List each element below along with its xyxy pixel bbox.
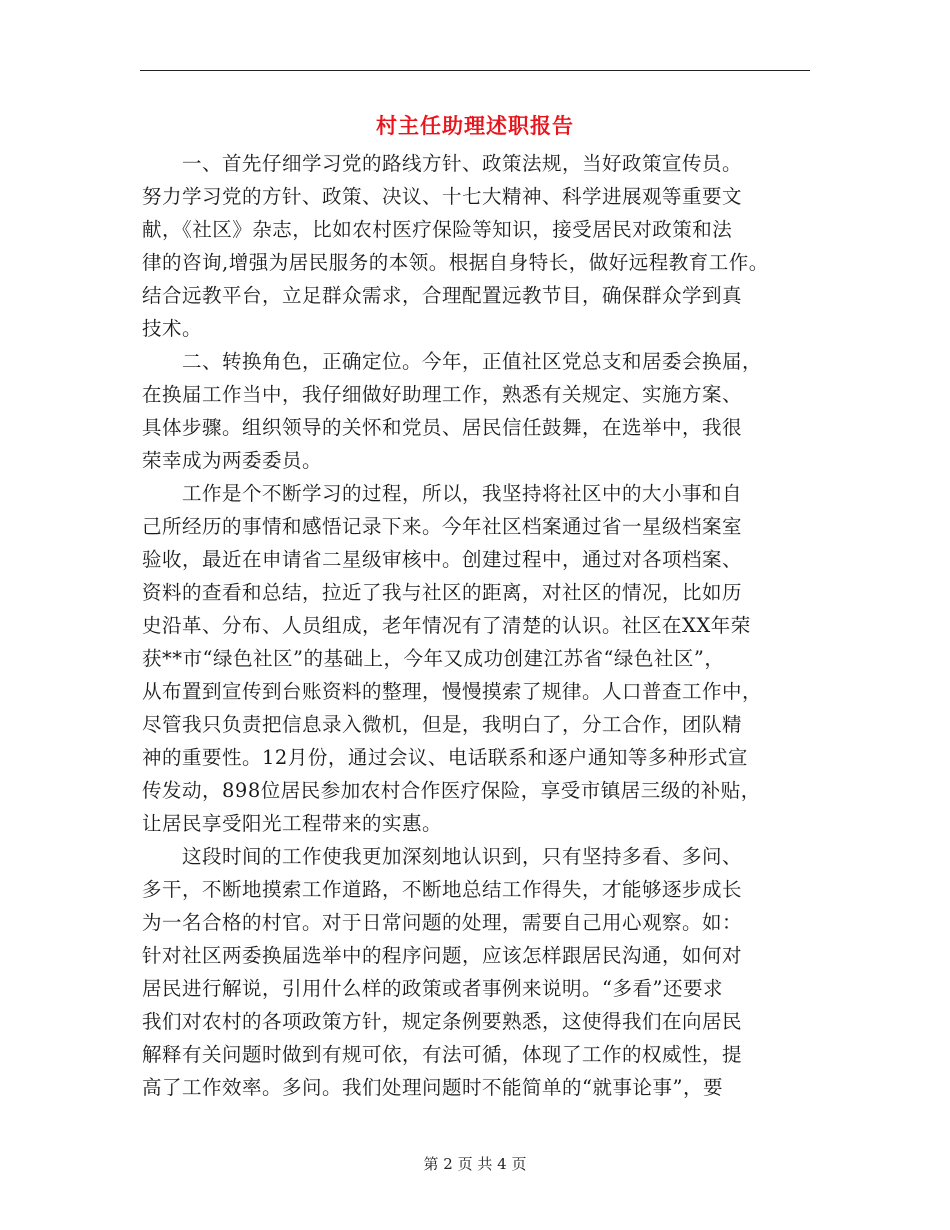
body-line: 努力学习党的方针、政策、决议、十七大精神、科学进展观等重要文 [142,185,743,208]
body-line: 资料的查看和总结，拉近了我与社区的距离，对社区的情况，比如历 [142,581,743,604]
body-line: 获**市“绿色社区”的基础上，今年又成功创建江苏省“绿色社区”， [142,647,725,670]
body-line: 解释有关问题时做到有规可依，有法可循，体现了工作的权威性，提 [142,1043,743,1066]
body-line: 让居民享受阳光工程带来的实惠。 [142,812,443,835]
body-line: 在换届工作当中，我仔细做好助理工作，熟悉有关规定、实施方案、 [142,383,743,406]
document-title: 村主任助理述职报告 [376,114,574,138]
body-line: 针对社区两委换届选举中的程序问题，应该怎样跟居民沟通，如何对 [142,944,743,967]
page-number-footer: 第 2 页 共 4 页 [423,1155,527,1173]
body-line: 具体步骤。组织领导的关怀和党员、居民信任鼓舞，在选举中，我很 [142,416,743,439]
body-line: 居民进行解说，引用什么样的政策或者事例来说明。“多看”还要求 [142,977,723,1000]
body-line: 传发动，898位居民参加农村合作医疗保险，享受市镇居三级的补贴， [142,779,761,802]
body-line: 尽管我只负责把信息录入微机，但是，我明白了，分工合作，团队精 [142,713,743,736]
body-line: 神的重要性。12月份，通过会议、电话联系和逐户通知等多种形式宣 [142,746,748,769]
body-line: 史沿革、分布、人员组成，老年情况有了清楚的认识。社区在XX年荣 [142,614,751,637]
body-line: 技术。 [142,317,203,340]
body-line: 为一名合格的村官。对于日常问题的处理，需要自己用心观察。如： [142,911,743,934]
body-line: 一、首先仔细学习党的路线方针、政策法规，当好政策宣传员。 [142,152,743,175]
body-line: 从布置到宣传到台账资料的整理，慢慢摸索了规律。人口普查工作中， [142,680,763,703]
header-rule [140,70,810,71]
body-line: 高了工作效率。多问。我们处理问题时不能简单的“就事论事”，要 [142,1076,723,1099]
document-body [142,147,822,1104]
body-line: 工作是个不断学习的过程，所以，我坚持将社区中的大小事和自 [142,482,743,505]
body-line: 多干，不断地摸索工作道路，不断地总结工作得失，才能够逐步成长 [142,878,743,901]
body-line: 荣幸成为两委委员。 [142,449,323,472]
body-line: 献，《社区》杂志，比如农村医疗保险等知识，接受居民对政策和法 [142,218,733,241]
body-line: 己所经历的事情和感悟记录下来。今年社区档案通过省一星级档案室 [142,515,743,538]
body-line: 验收，最近在申请省二星级审核中。创建过程中，通过对各项档案、 [142,548,743,571]
body-line: 这段时间的工作使我更加深刻地认识到，只有坚持多看、多问、 [142,845,743,868]
body-line: 律的咨询,增强为居民服务的本领。根据自身特长，做好远程教育工作。 [142,251,769,274]
body-line: 结合远教平台，立足群众需求，合理配置远教节目，确保群众学到真 [142,284,743,307]
body-line: 我们对农村的各项政策方针，规定条例要熟悉，这使得我们在向居民 [142,1010,743,1033]
body-line: 二、转换角色，正确定位。今年，正值社区党总支和居委会换届， [142,350,763,373]
